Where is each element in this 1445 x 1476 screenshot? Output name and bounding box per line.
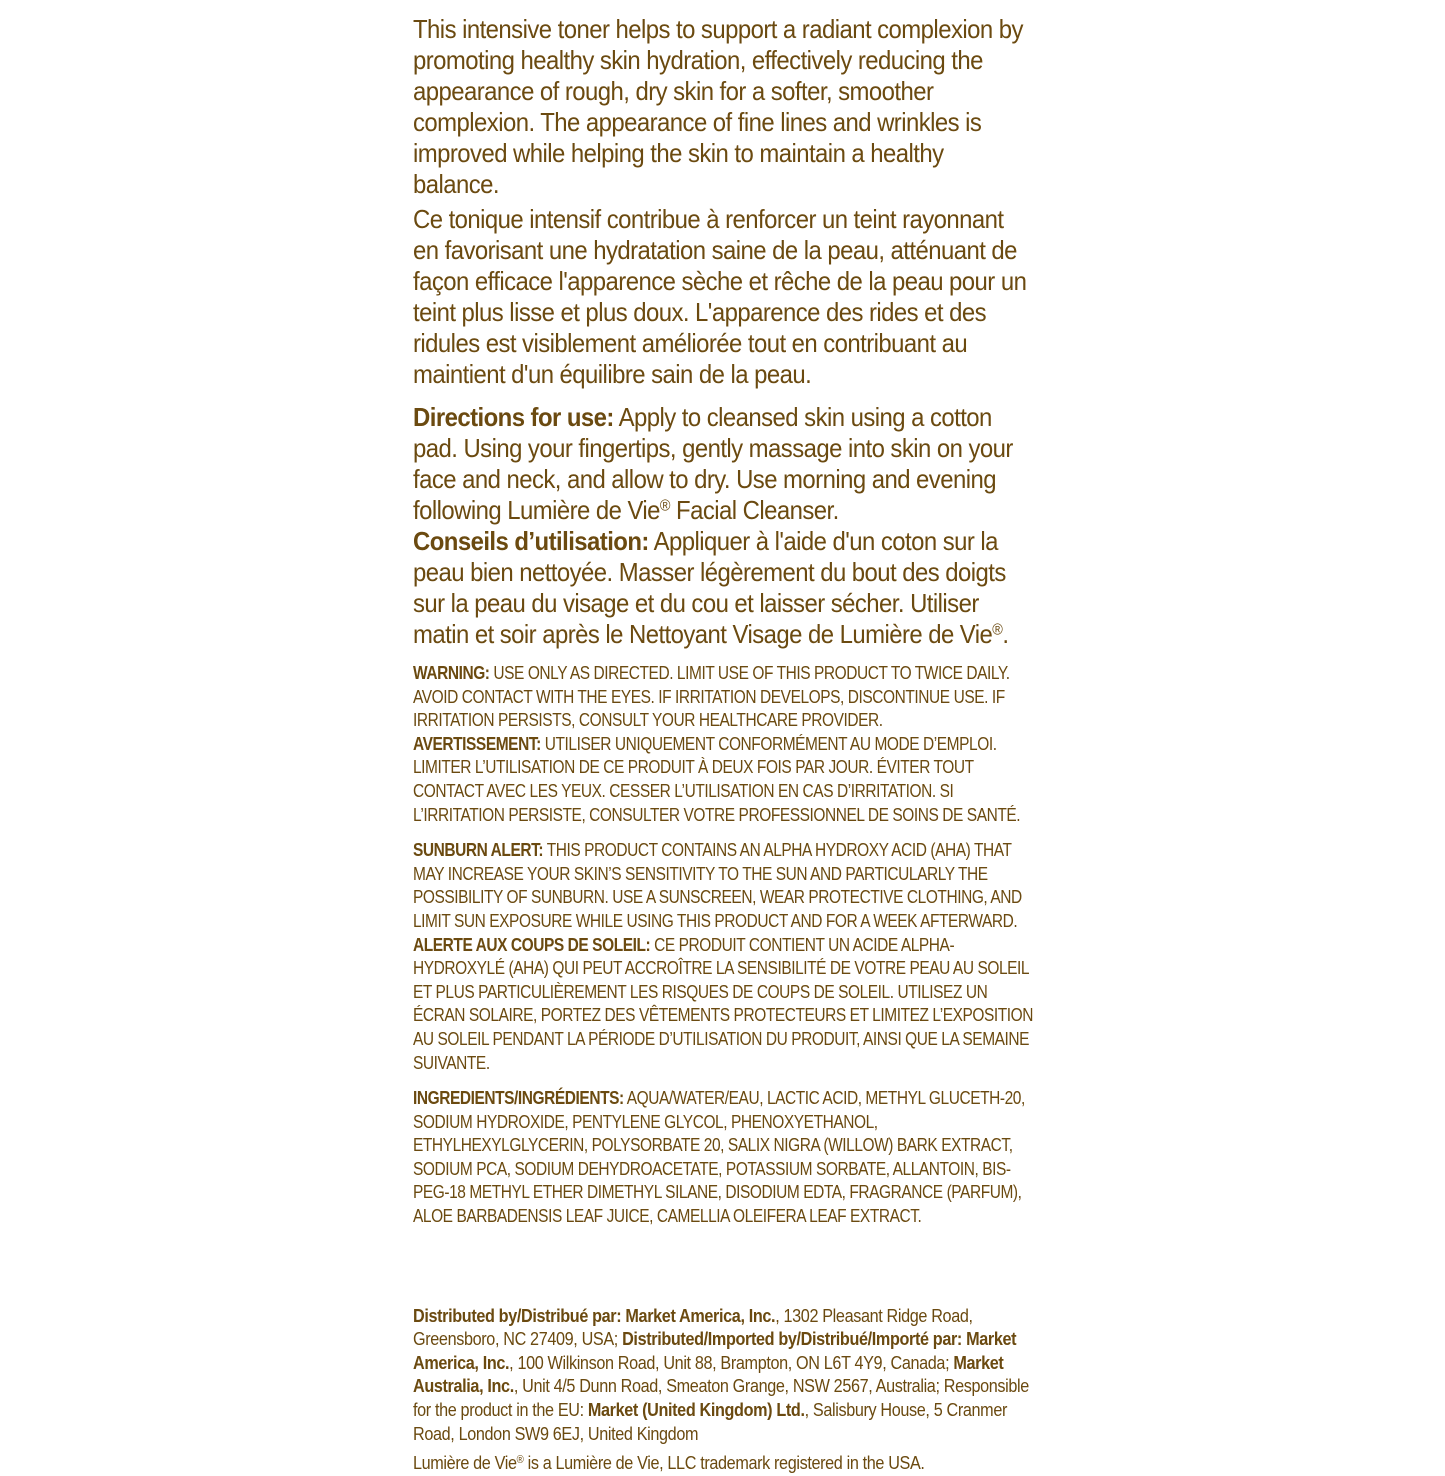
sunburn-alert-fr (413, 934, 1035, 1076)
directions-fr-heading: Conseils d’utilisation: (413, 526, 649, 556)
sunburn-alert-fr-text: CE PRODUIT CONTIENT UN ACIDE ALPHA-HYDROXYLÉ (AHA) QUI PEUT ACCROÎTRE LA SENSIBILITÉ DE VOTRE PEAU AU SOLEIL ET PLUS PARTICULIÈREMENT LES RISQUES DE COUPS DE SOLEIL. UTILISEZ UN ÉCRAN SOLAIRE, PORTEZ DES VÊTEMENTS PROTECTEURS ET LIMITEZ L’EXPOSITION AU SOLEIL PENDANT LA PÉRIODE D’UTILISATION DU PRODUIT, AINSI QUE LA SEMAINE SUIVANTE. (413, 934, 1034, 1073)
distributor-uk-address: , Salisbury House, 5 Cranmer Road, London SW9 6EJ, United Kingdom (413, 1400, 1008, 1444)
trademark-text: is a Lumière de Vie, LLC trademark registered in the USA. (523, 1453, 925, 1474)
ingredients (413, 1087, 1035, 1229)
warning-fr-heading: AVERTISSEMENT: (413, 733, 541, 754)
directions-fr-text: Appliquer à l'aide d'un coton sur la peau bien nettoyée. Masser légèrement du bout des doigts sur la peau du visage et du cou et laisser sécher. Utiliser matin et soir après le Nettoyant Visage de Lumière de Vie (413, 526, 1006, 649)
directions-fr (413, 526, 1035, 650)
distributor-ca-address: , 100 Wilkinson Road, Unit 88, Brampton, ON L6T 4Y9, Canada; (509, 1352, 954, 1373)
directions-en (413, 402, 1035, 526)
sunburn-alert-en (413, 839, 1035, 933)
distributor-au: Market Australia, Inc. (413, 1352, 1004, 1397)
registered-mark: ® (516, 1454, 524, 1467)
warning-en (413, 662, 1035, 733)
directions-fr-text-end: . (1002, 619, 1009, 649)
sunburn-alert-en-heading: SUNBURN ALERT: (413, 840, 544, 861)
warning-fr (413, 733, 1035, 827)
product-label-panel (413, 14, 1035, 1476)
registered-mark: ® (992, 621, 1003, 639)
distributor-us: Distributed by/Distribué par: Market America, Inc. (413, 1305, 776, 1326)
sunburn-alert-fr-heading: ALERTE AUX COUPS DE SOLEIL: (413, 934, 651, 955)
distributor-au-address: , Unit 4/5 Dunn Road, Smeaton Grange, NSW 2567, Australia; Responsible for the product in the EU: (413, 1376, 1029, 1421)
distributor-uk: Market (United Kingdom) Ltd. (587, 1400, 805, 1421)
warning-fr-text: UTILISER UNIQUEMENT CONFORMÉMENT AU MODE D’EMPLOI. LIMITER L’UTILISATION DE CE PRODUIT À DEUX FOIS PAR JOUR. ÉVITER TOUT CONTACT AVEC LES YEUX. CESSER L’UTILISATION EN CAS D’IRRITATION. SI L’IRRITATION PERSISTE, CONSULTER VOTRE PROFESSIONNEL DE SOINS DE SANTÉ. (413, 733, 1021, 825)
ingredients-list: AQUA/WATER/EAU, LACTIC ACID, METHYL GLUCETH-20, SODIUM HYDROXIDE, PENTYLENE GLYCOL, PHENOXYETHANOL, ETHYLHEXYLGLYCERIN, POLYSORBATE 20, SALIX NIGRA (WILLOW) BARK EXTRACT, SODIUM PCA, SODIUM DEHYDROACETATE, POTASSIUM SORBATE, ALLANTOIN, BIS-PEG-18 METHYL ETHER DIMETHYL SILANE, DISODIUM EDTA, FRAGRANCE (PARFUM), ALOE BARBADENSIS LEAF JUICE, CAMELLIA OLEIFERA LEAF EXTRACT. (413, 1088, 1025, 1227)
description-fr: Ce tonique intensif contribue à renforcer un teint rayonnant en favorisant une hydratation saine de la peau, atténuant de façon efficace l'apparence sèche et rêche de la peau pour un teint plus lisse et plus doux. L'apparence des rides et des ridules est visiblement améliorée tout en contribuant au maintient d'un équilibre sain de la peau. (413, 204, 1027, 389)
directions-en-heading: Directions for use: (413, 402, 614, 432)
distributor-ca: Distributed/Imported by/Distribué/Importé par: Market America, Inc. (413, 1329, 1017, 1373)
directions-en-text-end: Facial Cleanser. (669, 495, 839, 525)
sunburn-alert-en-text: THIS PRODUCT CONTAINS AN ALPHA HYDROXY ACID (AHA) THAT MAY INCREASE YOUR SKIN’S SENSITIVITY TO THE SUN AND PARTICULARLY THE POSSIBILITY OF SUNBURN. USE A SUNSCREEN, WEAR PROTECTIVE CLOTHING, AND LIMIT SUN EXPOSURE WHILE USING THIS PRODUCT AND FOR A WEEK AFTERWARD. (413, 840, 1022, 931)
registered-mark: ® (659, 497, 670, 515)
description-en: This intensive toner helps to support a radiant complexion by promoting healthy skin hydration, effectively reducing the appearance of rough, dry skin for a softer, smoother complexion. The appearance of fine lines and wrinkles is improved while helping the skin to maintain a healthy balance. (413, 14, 1023, 199)
brand-name: Lumière de Vie (413, 1453, 517, 1474)
warning-en-text: USE ONLY AS DIRECTED. LIMIT USE OF THIS PRODUCT TO TWICE DAILY. AVOID CONTACT WITH THE EYES. IF IRRITATION DEVELOPS, DISCONTINUE USE. IF IRRITATION PERSISTS, CONSULT YOUR HEALTHCARE PROVIDER. (413, 663, 1010, 731)
warning-en-heading: WARNING: (413, 663, 490, 683)
ingredients-heading: INGREDIENTS/INGRÉDIENTS: (413, 1088, 624, 1109)
distribution-info (413, 1305, 1036, 1447)
distributor-us-address: , 1302 Pleasant Ridge Road, Greensboro, NC 27409, USA; (413, 1305, 973, 1350)
trademark-notice (413, 1452, 1036, 1476)
directions-en-text: Apply to cleansed skin using a cotton pad. Using your fingertips, gently massage into skin on your face and neck, and allow to dry. Use morning and evening following Lumière de Vie (413, 402, 1013, 525)
